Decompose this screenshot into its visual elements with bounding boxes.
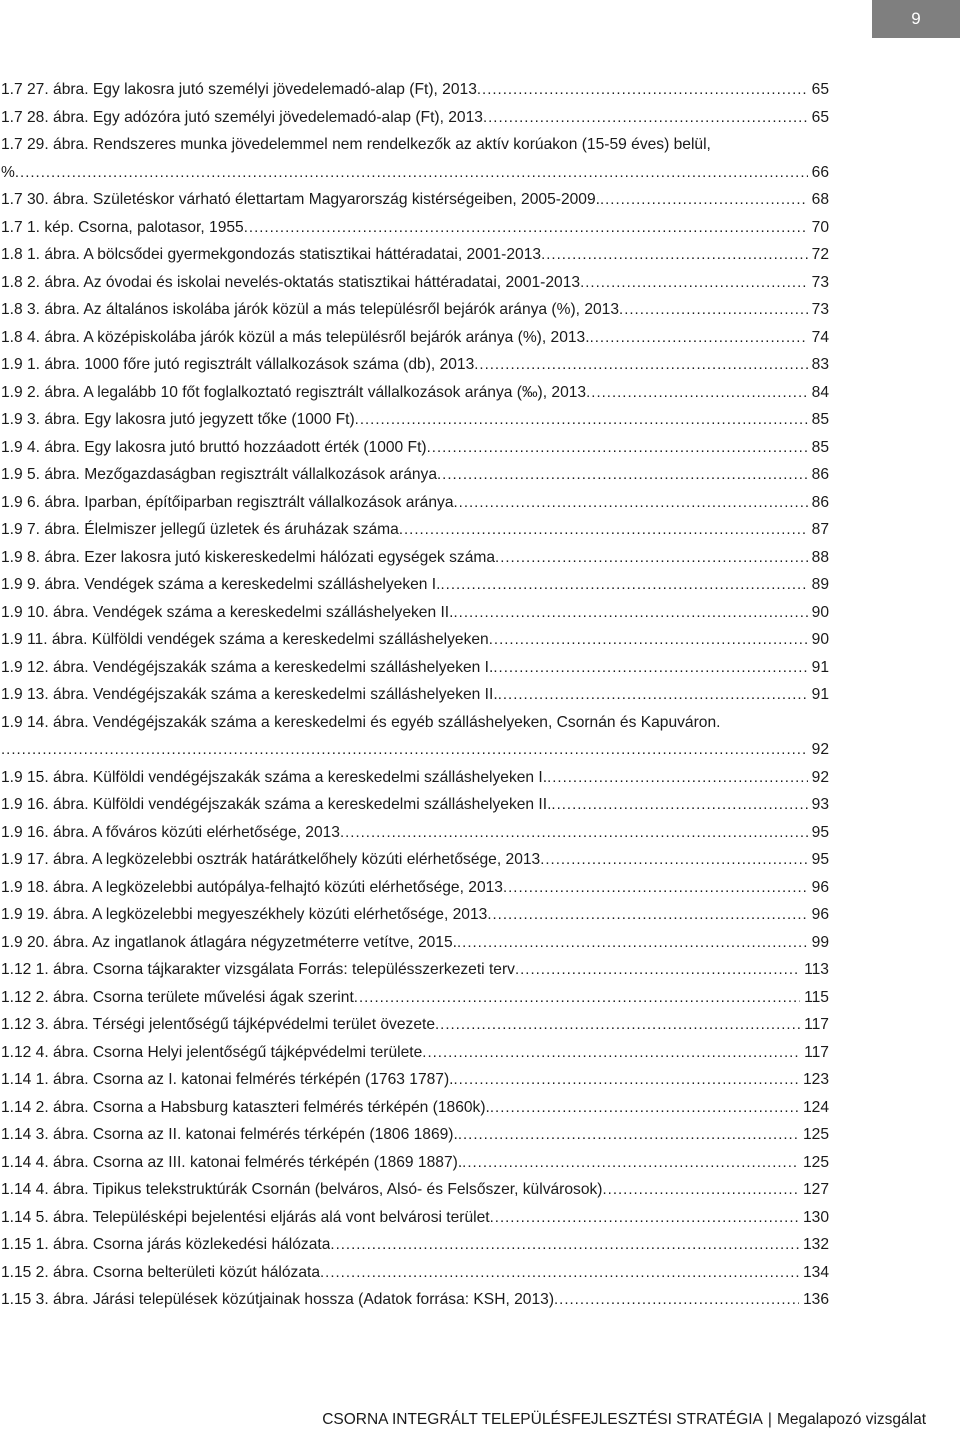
toc-page-number: 87 [811,521,829,538]
toc-entry[interactable] [1,681,829,709]
footer-separator: | [767,1411,772,1428]
toc-entry[interactable] [1,846,829,874]
toc-page-number: 84 [811,383,829,401]
toc-leader-dots [244,214,808,242]
toc-entry-title: 1.9 6. ábra. Iparban, építőiparban regisztrált vállalkozások aránya [1,493,454,511]
toc-entry[interactable] [1,1039,829,1067]
toc-leader-dots [489,626,808,654]
page-number-badge [872,0,960,38]
toc-entry[interactable] [1,654,829,682]
figure-list [1,76,829,1314]
toc-page-number: 73 [811,301,829,318]
toc-page-number: 92 [811,768,829,786]
toc-page-number: 132 [802,1236,829,1253]
toc-entry[interactable] [1,1204,829,1232]
toc-entry[interactable] [1,626,829,654]
toc-page-number: 73 [811,273,829,291]
toc-entry[interactable] [1,76,829,104]
toc-leader-dots [330,1231,799,1259]
toc-leader-dots [554,1286,799,1314]
toc-leader-dots [495,544,808,572]
toc-entry[interactable] [1,186,829,214]
toc-page-number: 96 [811,878,829,896]
toc-entry-title: 1.9 11. ábra. Külföldi vendégek száma a kereskedelmi szálláshelyeken [1,631,489,648]
toc-entry[interactable] [1,819,829,847]
toc-leader-dots [590,324,808,352]
toc-entry-title: 1.9 19. ábra. A legközelebbi megyeszékhely közúti elérhetősége, 2013 [1,906,488,923]
toc-entry-title: 1.9 16. ábra. A főváros közúti elérhetősége, 2013 [1,823,340,841]
toc-entry[interactable] [1,791,829,819]
toc-entry-title: 1.9 16. ábra. Külföldi vendégéjszakák száma a kereskedelmi szálláshelyeken II. [1,796,552,813]
toc-entry-title: 1.8 1. ábra. A bölcsődei gyermekgondozás statisztikai háttéradatai, 2001-2013 [1,246,542,263]
toc-page-number: 113 [804,961,829,978]
toc-entry-title: 1.8 3. ábra. Az általános iskolába járók közül a más településről bejárók aránya (%), 2013 [1,301,620,318]
toc-entry[interactable] [1,764,829,792]
toc-entry-title: 1.9 18. ábra. A legközelebbi autópálya-felhajtó közúti elérhetősége, 2013 [1,878,503,896]
toc-entry[interactable] [1,104,829,132]
toc-entry[interactable] [1,269,829,297]
toc-entry-title: 1.14 4. ábra. Tipikus telekstruktúrák Csornán (belváros, Alsó- és Felsőszer, külvárosok) [1,1181,603,1198]
toc-page-number: 83 [811,356,829,373]
toc-leader-dots [355,406,808,434]
toc-entry[interactable] [1,1066,829,1094]
toc-page-number: 130 [802,1208,829,1226]
footer-document-title: CSORNA INTEGRÁLT TELEPÜLÉSFEJLESZTÉSI STRATÉGIA [322,1411,763,1428]
toc-page-number: 99 [811,933,829,951]
toc-leader-dots [1,736,808,764]
toc-entry[interactable] [1,434,829,462]
toc-page-number: 65 [811,81,829,98]
toc-entry[interactable] [1,571,829,599]
toc-leader-dots [399,516,808,544]
toc-entry-title: 1.9 9. ábra. Vendégek száma a kereskedelmi szálláshelyeken I. [1,576,441,593]
toc-page-number: 68 [811,191,829,208]
toc-page-number: 125 [802,1126,829,1143]
toc-entry-title: % [1,163,15,181]
toc-entry-title: 1.12 3. ábra. Térségi jelentőségű tájképvédelmi terület övezete [1,1016,436,1033]
toc-entry[interactable] [1,984,829,1012]
toc-page-number: 115 [804,988,829,1006]
toc-entry-title: 1.14 5. ábra. Településképi bejelentési eljárás alá vont belvárosi terület [1,1208,490,1226]
toc-entry-title: 1.12 2. ábra. Csorna területe művelési ágak szerint [1,988,354,1006]
toc-entry[interactable] [1,131,829,159]
toc-entry-title: 1.9 20. ábra. Az ingatlanok átlagára négyzetméterre vetítve, 2015. [1,933,457,951]
toc-entry-title: 1.14 2. ábra. Csorna a Habsburg kataszteri felmérés térképén (1860k). [1,1098,490,1116]
toc-leader-dots [603,1176,799,1204]
toc-page-number: 92 [811,741,829,758]
toc-page-number: 89 [811,576,829,593]
toc-page-number: 117 [804,1043,829,1061]
toc-entry[interactable] [1,406,829,434]
toc-entry[interactable] [1,929,829,957]
toc-page-number: 86 [811,493,829,511]
toc-page-number: 85 [811,411,829,428]
toc-page-number: 134 [802,1263,829,1281]
toc-entry-title: 1.9 17. ábra. A legközelebbi osztrák határátkelőhely közúti elérhetősége, 2013 [1,851,541,868]
page-footer [0,1411,926,1429]
toc-leader-dots [457,929,808,957]
toc-entry[interactable] [1,351,829,379]
toc-page-number: 74 [811,328,829,346]
toc-leader-dots [15,159,808,187]
toc-leader-dots [580,269,808,297]
toc-entry[interactable] [1,489,829,517]
toc-entry-title: 1.9 12. ábra. Vendégéjszakák száma a kereskedelmi szálláshelyeken I. [1,658,494,676]
toc-entry-title: 1.14 4. ábra. Csorna az III. katonai felmérés térképén (1869 1887). [1,1153,463,1171]
toc-page-number: 72 [811,246,829,263]
toc-leader-dots [427,434,808,462]
toc-leader-dots [454,489,808,517]
toc-entry[interactable] [1,736,829,764]
toc-page-number: 123 [802,1071,829,1088]
toc-entry[interactable] [1,1259,829,1287]
toc-page-number: 95 [811,823,829,841]
toc-page-number: 66 [811,163,829,181]
page-number: 9 [911,9,921,28]
toc-entry[interactable] [1,901,829,929]
toc-page-number: 88 [811,548,829,566]
toc-entry-title: 1.15 3. ábra. Járási települések közútjainak hossza (Adatok forrása: KSH, 2013) [1,1291,555,1308]
toc-page-number: 96 [811,906,829,923]
toc-leader-dots [458,1121,799,1149]
toc-leader-dots [483,104,808,132]
toc-page-number: 90 [811,603,829,621]
toc-leader-dots [540,846,807,874]
toc-leader-dots [340,819,808,847]
toc-entry-title: 1.9 13. ábra. Vendégéjszakák száma a kereskedelmi szálláshelyeken II. [1,686,498,703]
toc-leader-dots [422,1039,800,1067]
toc-leader-dots [462,1149,799,1177]
toc-page-number: 85 [811,438,829,456]
toc-leader-dots [493,654,807,682]
toc-page-number: 125 [802,1153,829,1171]
toc-leader-dots [474,351,807,379]
toc-leader-dots [487,901,807,929]
toc-entry-title: 1.15 1. ábra. Csorna járás közlekedési hálózata [1,1236,331,1253]
toc-entry-title: 1.9 4. ábra. Egy lakosra jutó bruttó hozzáadott érték (1000 Ft) [1,438,427,456]
toc-page-number: 91 [811,658,829,676]
toc-page-number: 90 [811,631,829,648]
toc-entry-title: 1.9 1. ábra. 1000 főre jutó regisztrált vállalkozások száma (db), 2013 [1,356,475,373]
toc-entry-title: 1.8 4. ábra. A középiskolába járók közül a más településről bejárók aránya (%), 2013. [1,328,590,346]
toc-entry[interactable] [1,1011,829,1039]
toc-entry[interactable] [1,241,829,269]
toc-leader-dots [435,1011,800,1039]
toc-entry-title: 1.7 28. ábra. Egy adózóra jutó személyi jövedelemadó-alap (Ft), 2013 [1,108,483,126]
toc-entry-title: 1.12 1. ábra. Csorna tájkarakter vizsgálata Forrás: településszerkezeti terv [1,961,515,978]
toc-leader-dots [498,681,808,709]
toc-entry-title: 1.9 8. ábra. Ezer lakosra jutó kiskereskedelmi hálózati egységek száma [1,548,496,566]
toc-entry[interactable] [1,516,829,544]
toc-leader-dots [541,241,808,269]
toc-entry-title: 1.8 2. ábra. Az óvodai és iskolai nevelés-oktatás statisztikai háttéradatai, 2001-2013 [1,273,581,291]
toc-page-number: 65 [811,108,829,126]
toc-entry-title: 1.9 7. ábra. Élelmiszer jellegű üzletek és áruházak száma [1,521,399,538]
toc-leader-dots [619,296,808,324]
toc-entry[interactable] [1,379,829,407]
toc-page-number: 127 [802,1181,829,1198]
toc-entry-title: 1.7 29. ábra. Rendszeres munka jövedelemmel nem rendelkezők az aktív korúakon (15-59 éves) belül, [1,136,711,153]
toc-entry[interactable] [1,1149,829,1177]
toc-leader-dots [354,984,800,1012]
toc-entry[interactable] [1,214,829,242]
toc-page-number: 117 [804,1016,829,1033]
toc-entry-title: 1.12 4. ábra. Csorna Helyi jelentőségű tájképvédelmi területe [1,1043,423,1061]
toc-entry-title: 1.9 10. ábra. Vendégek száma a kereskedelmi szálláshelyeken II. [1,603,454,621]
toc-entry[interactable] [1,324,829,352]
toc-leader-dots [547,764,808,792]
toc-leader-dots [453,599,807,627]
toc-entry-title: 1.7 30. ábra. Születéskor várható élettartam Magyarország kistérségeiben, 2005-2009. [1,191,600,208]
toc-entry-title: 1.9 14. ábra. Vendégéjszakák száma a kereskedelmi és egyéb szálláshelyeken, Csornán és Kapuváron. [1,713,721,731]
toc-entry[interactable] [1,1176,829,1204]
toc-leader-dots [600,186,808,214]
toc-entry[interactable] [1,956,829,984]
toc-entry[interactable] [1,1231,829,1259]
toc-leader-dots [586,379,808,407]
toc-entry[interactable] [1,874,829,902]
toc-leader-dots [490,1094,799,1122]
toc-leader-dots [454,1066,799,1094]
toc-page-number: 95 [811,851,829,868]
toc-entry[interactable] [1,1286,829,1314]
toc-entry-title: 1.14 3. ábra. Csorna az II. katonai felmérés térképén (1806 1869). [1,1126,458,1143]
toc-leader-dots [551,791,807,819]
toc-entry-title: 1.9 3. ábra. Egy lakosra jutó jegyzett tőke (1000 Ft) [1,411,355,428]
toc-entry-title: 1.7 27. ábra. Egy lakosra jutó személyi jövedelemadó-alap (Ft), 2013 [1,81,477,98]
toc-entry[interactable] [1,159,829,187]
toc-entry-title: 1.15 2. ábra. Csorna belterületi közút hálózata [1,1263,321,1281]
toc-entry-title: 1.7 1. kép. Csorna, palotasor, 1955 [1,218,244,236]
toc-entry-title: 1.9 2. ábra. A legalább 10 főt foglalkoztató regisztrált vállalkozások aránya (‰), 2013 [1,383,587,401]
toc-leader-dots [503,874,808,902]
toc-entry[interactable] [1,1094,829,1122]
toc-entry[interactable] [1,544,829,572]
toc-entry[interactable] [1,599,829,627]
toc-leader-dots [515,956,800,984]
toc-entry-title: 1.9 15. ábra. Külföldi vendégéjszakák száma a kereskedelmi szálláshelyeken I. [1,768,548,786]
toc-entry[interactable] [1,709,829,737]
toc-entry-title: 1.14 1. ábra. Csorna az I. katonai felmérés térképén (1763 1787). [1,1071,454,1088]
toc-entry-title: 1.9 5. ábra. Mezőgazdaságban regisztrált vállalkozások aránya [1,466,438,483]
toc-leader-dots [320,1259,799,1287]
toc-page-number: 136 [802,1291,829,1308]
toc-page-number: 124 [802,1098,829,1116]
toc-leader-dots [437,461,808,489]
toc-page-number: 91 [811,686,829,703]
toc-page-number: 86 [811,466,829,483]
toc-leader-dots [440,571,807,599]
toc-page-number: 93 [811,796,829,813]
toc-leader-dots [477,76,808,104]
toc-entry[interactable] [1,461,829,489]
toc-page-number: 70 [811,218,829,236]
footer-section-name: Megalapozó vizsgálat [776,1411,926,1428]
toc-entry[interactable] [1,296,829,324]
toc-leader-dots [490,1204,799,1232]
toc-entry[interactable] [1,1121,829,1149]
